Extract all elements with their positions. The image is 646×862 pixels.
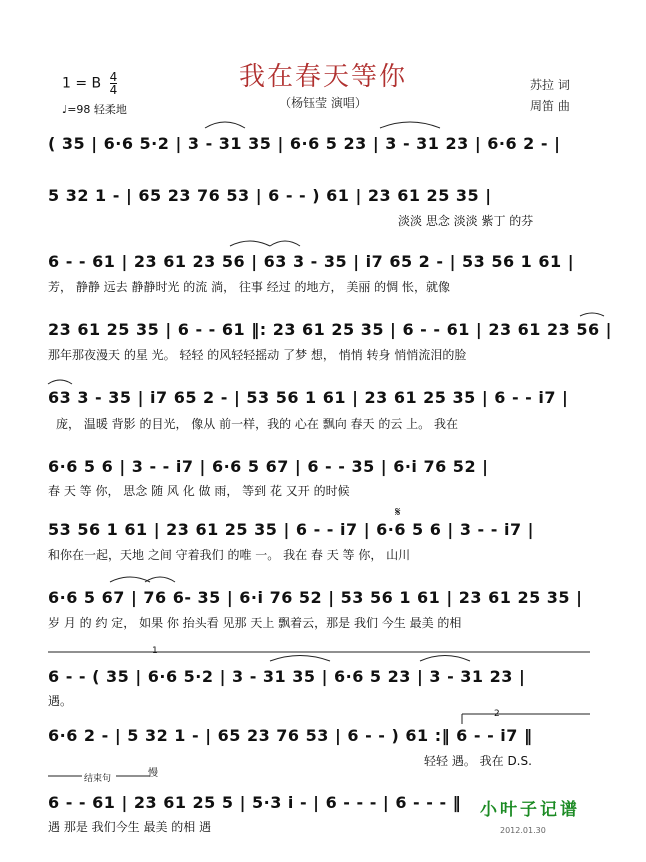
slur <box>420 656 470 662</box>
lyric-line-3: 芳， 静静 远去 静静时光 的流 淌， 往事 经过 的地方， 美丽 的惆 怅，就像 <box>48 280 450 294</box>
slur <box>48 380 72 384</box>
key-label: 1 = B <box>62 75 102 92</box>
lyric-line-2: 淡淡 思念 淡淡 紫丁 的芬 <box>398 214 534 228</box>
lyric-line-8: 岁 月 的 约 定， 如果 你 抬头看 见那 天上 飘着云，那是 我们 今生 最美 的相 <box>48 616 462 630</box>
watermark: 小叶子记谱 <box>480 800 580 820</box>
notation-line-4: 23 61 25 35 | 6 - - 61 ‖: 23 61 25 35 | 6 - - 61 | 23 61 23 56 | <box>48 320 613 339</box>
notation-line-5: 63 3 - 35 | i7 65 2 - | 53 56 1 61 | 23 61 25 35 | 6 - - i7 | <box>48 388 569 407</box>
lyric-line-5: 庞， 温暖 背影 的目光， 像从 前一样，我的 心在 飘向 春天 的云 上。 我在 <box>56 417 458 431</box>
lyric-line-6: 春 天 等 你， 思念 随 风 化 做 雨， 等到 花 又开 的时候 <box>48 484 350 498</box>
song-title: 我在春天等你 <box>238 62 407 92</box>
slur <box>110 577 150 582</box>
time-top: 4 <box>109 70 118 84</box>
lyric-line-11: 遇 那是 我们今生 最美 的相 遇 <box>48 820 212 834</box>
lyric-line-9: 遇。 <box>48 694 73 708</box>
composer-credit: 周笛 曲 <box>530 99 570 113</box>
lyric-line-10: 轻轻 遇。 我在 D.S. <box>424 754 532 768</box>
lyric-line-4: 那年那夜漫天 的星 光。 轻轻 的风轻轻摇动 了梦 想， 悄悄 转身 悄悄流泪的脸 <box>48 348 467 362</box>
slur <box>270 241 300 246</box>
slur <box>270 656 330 662</box>
notation-line-2: 5 32 1 - | 65 23 76 53 | 6 - - ) 61 | 23 61 25 35 | <box>48 186 492 205</box>
notation-line-11: 6 - - 61 | 23 61 25 5 | 5·3 i - | 6 - - - | 6 - - - ‖ <box>48 793 462 812</box>
notation-line-8: 6·6 5 67 | 76 6- 35 | 6·i 76 52 | 53 56 1 61 | 23 61 25 35 | <box>48 588 583 607</box>
volta-2-label: 2 <box>494 709 500 719</box>
slur <box>230 241 270 246</box>
notation-line-9: 6 - - ( 35 | 6·6 5·2 | 3 - 31 35 | 6·6 5 23 | 3 - 31 23 | <box>48 667 526 686</box>
slur <box>205 122 245 128</box>
volta-1-label: 1 <box>152 646 158 656</box>
time-bottom: 4 <box>109 83 118 97</box>
notation-line-3: 6 - - 61 | 23 61 23 56 | 63 3 - 35 | i7 65 2 - | 53 56 1 61 | <box>48 252 575 271</box>
slow-marker: 慢 <box>148 768 158 779</box>
notation-line-1: ( 35 | 6·6 5·2 | 3 - 31 35 | 6·6 5 23 | 3 - 31 23 | 6·6 2 - | <box>48 134 561 153</box>
notation-line-10: 6·6 2 - | 5 32 1 - | 65 23 76 53 | 6 - - ) 61 :‖ 6 - - i7 ‖ <box>48 726 533 745</box>
segno-sign: 𝄋 <box>395 505 401 520</box>
notation-line-6: 6·6 5 6 | 3 - - i7 | 6·6 5 67 | 6 - - 35 | 6·i 76 52 | <box>48 457 489 476</box>
slur <box>580 313 604 316</box>
lyricist-credit: 苏拉 词 <box>530 78 570 92</box>
tempo-marking: ♩=98 轻柔地 <box>62 103 127 116</box>
lyric-line-7: 和你在一起，天地 之间 守着我们 的唯 一。 我在 春 天 等 你， 山川 <box>48 548 411 562</box>
slur <box>380 122 440 128</box>
notation-line-7: 53 56 1 61 | 23 61 25 35 | 6 - - i7 | 6·6 5 6 | 3 - - i7 | <box>48 520 534 539</box>
singer-credit: （杨钰莹 演唱） <box>279 96 367 110</box>
watermark-date: 2012.01.30 <box>500 826 546 835</box>
ending-marker: 结束句 <box>84 774 112 784</box>
